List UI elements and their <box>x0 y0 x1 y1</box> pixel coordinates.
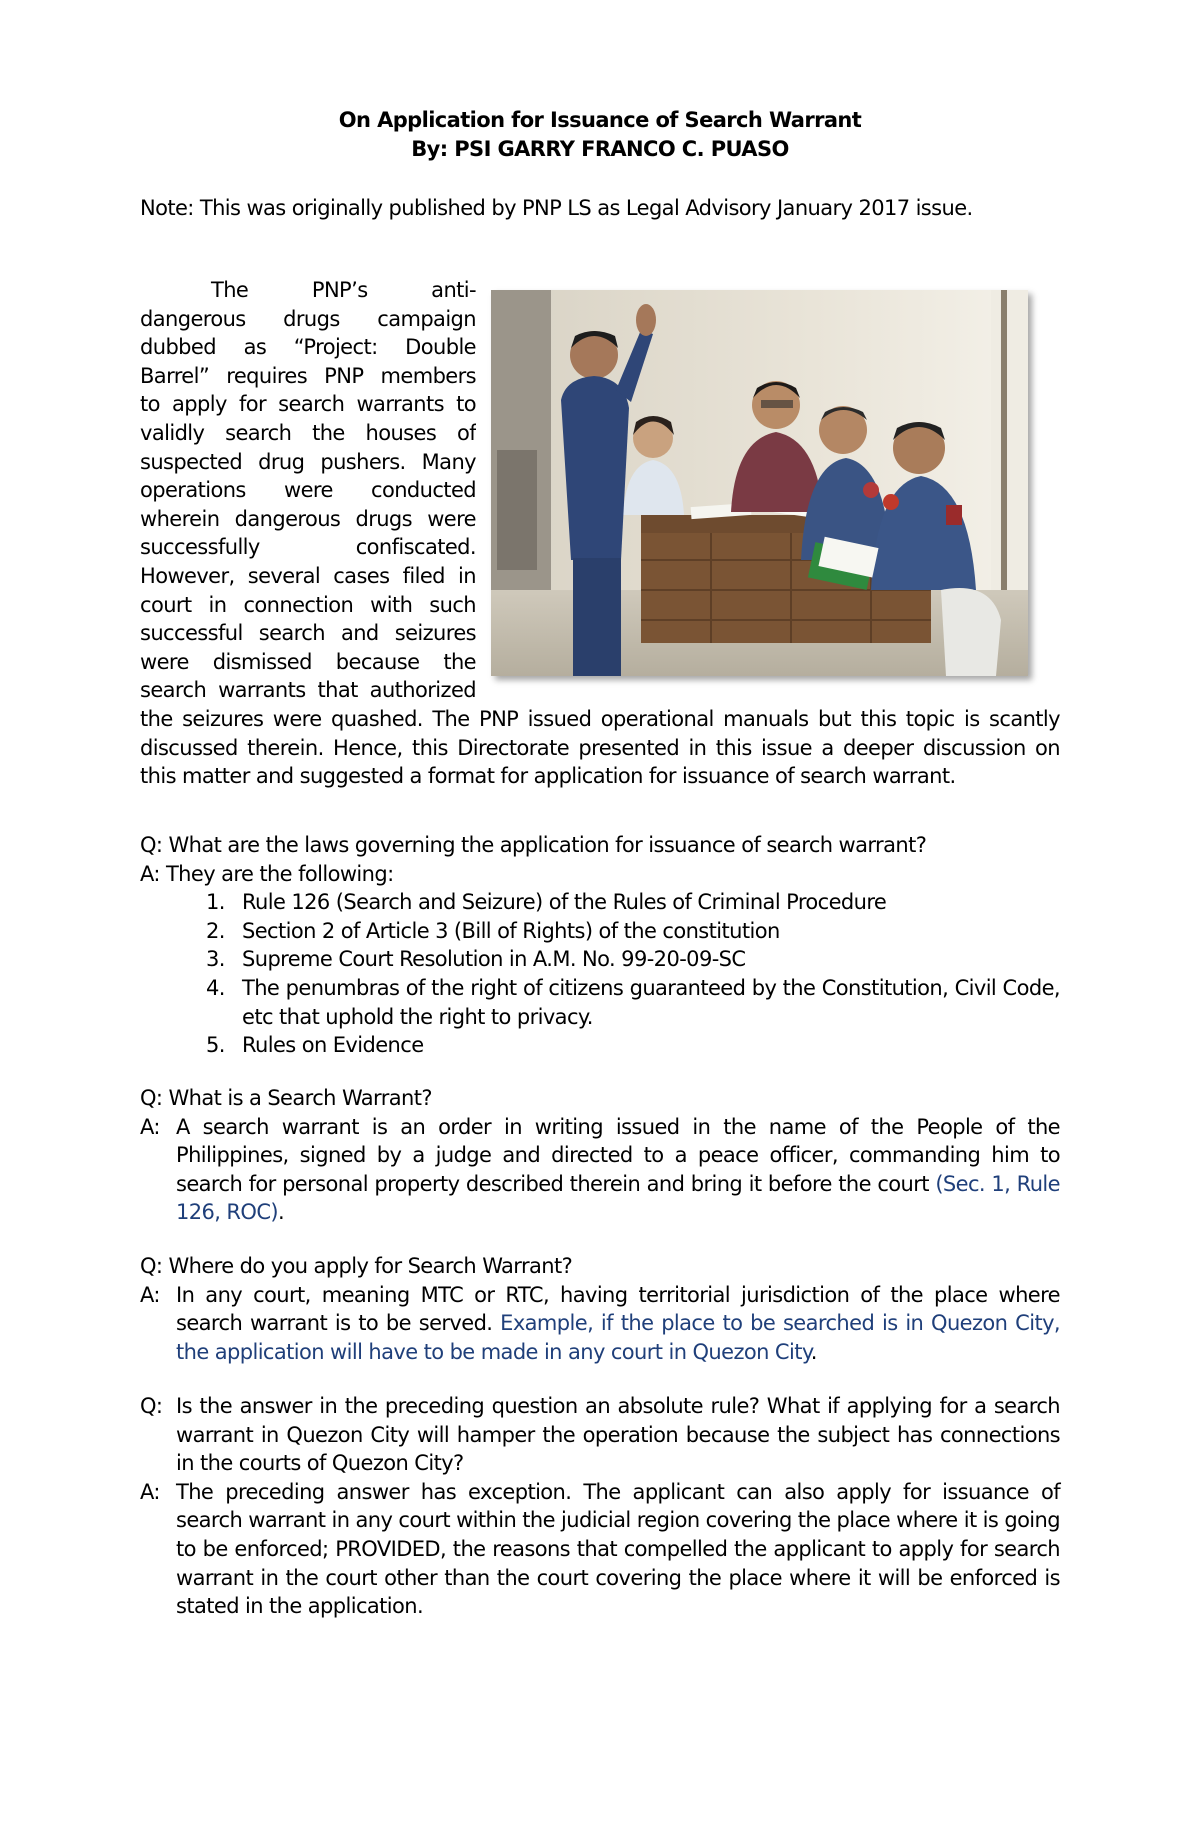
answer-definition <box>176 1113 1060 1227</box>
laws-list <box>140 888 1060 1060</box>
title-block <box>140 106 1060 163</box>
answer-body: In any court, meaning MTC or RTC, having territorial jurisdiction of the place where search warrant is to be served. <box>176 1282 1060 1336</box>
question-prefix: Q: <box>140 1394 163 1418</box>
list-text: Supreme Court Resolution in A.M. No. 99-20-09-SC <box>242 947 746 972</box>
list-number: 2. <box>206 918 225 943</box>
intro-line: operations were conducted <box>140 478 476 503</box>
list-number: 1. <box>206 890 225 915</box>
question-exception: Is the answer in the preceding question an absolute rule? What if applying for a search warrant in Quezon City will hamper the operation because the subject has connections in the courts of Quezon City? <box>176 1394 1060 1476</box>
answer-where-row <box>140 1281 1060 1367</box>
answer-end: . <box>278 1200 285 1225</box>
answer-definition-row <box>140 1113 1060 1227</box>
intro-line: dangerous drugs campaign <box>140 306 476 331</box>
answer-prefix: A: <box>140 1114 160 1139</box>
list-number: 5. <box>206 1033 225 1058</box>
intro-line: were dismissed because the <box>140 649 476 674</box>
intro-line: However, several cases filed in <box>140 563 476 588</box>
intro-line: court in connection with such <box>140 592 476 617</box>
list-number: 3. <box>206 947 225 972</box>
qa-definition <box>140 1084 1060 1227</box>
question-definition: Q: What is a Search Warrant? <box>140 1086 432 1110</box>
answer-exception-row <box>140 1478 1060 1621</box>
answer-prefix: A: <box>140 1282 160 1307</box>
example-text: Example, if the place to be searched is in Quezon City, the application will have to be made in any court in Quezon City <box>176 1311 1060 1364</box>
byline: By: PSI GARRY FRANCO C. PUASO <box>411 136 789 161</box>
hearing-photo <box>491 290 1028 676</box>
intro-wrapped-text <box>140 276 476 705</box>
list-text: Rules on Evidence <box>242 1033 424 1058</box>
question-exception-row <box>140 1392 1060 1478</box>
answer-end: . <box>810 1339 817 1364</box>
intro-line: wherein dangerous drugs were <box>140 506 476 531</box>
answer-where <box>176 1281 1060 1367</box>
list-item <box>206 917 1060 946</box>
intro-line: to apply for search warrants to <box>140 392 476 417</box>
question-laws: Q: What are the laws governing the application for issuance of search warrant? <box>140 833 927 857</box>
list-text: Rule 126 (Search and Seizure) of the Rules of Criminal Procedure <box>242 890 887 915</box>
list-text: Section 2 of Article 3 (Bill of Rights) of the constitution <box>242 918 780 943</box>
answer-exception: The preceding answer has exception. The applicant can also apply for issuance of search warrant in any court within the judicial region covering the place where it is going to be enforced; PROVIDED, the reasons that compelled the applicant to apply for search warrant in the court other than the court covering the place where it will be enforced is stated in the application. <box>176 1479 1060 1619</box>
intro-continuation: the seizures were quashed. The PNP issued operational manuals but this topic is scantly discussed therein. Hence, this Directorate presented in this issue a deeper discussion on this matter and suggested a format for application for issuance of search warrant. <box>140 706 1060 789</box>
page-title: On Application for Issuance of Search Warrant <box>338 108 862 132</box>
intro-line: successfully confiscated. <box>140 535 476 560</box>
publication-note: Note: This was originally published by PNP LS as Legal Advisory January 2017 issue. <box>140 196 973 220</box>
qa-exception <box>140 1392 1060 1621</box>
list-number: 4. <box>206 975 225 1000</box>
answer-laws: A: They are the following: <box>140 861 394 886</box>
intro-line: validly search the houses of <box>140 420 476 445</box>
intro-line: search warrants that authorized <box>140 678 476 703</box>
qa-where <box>140 1252 1060 1366</box>
intro-line: suspected drug pushers. Many <box>140 449 476 474</box>
list-item <box>206 1031 1060 1060</box>
qa-laws <box>140 831 1060 1060</box>
intro-line: Barrel” requires PNP members <box>140 363 476 388</box>
list-item <box>206 945 1060 974</box>
intro-line: dubbed as “Project: Double <box>140 335 476 360</box>
citation: (Sec. 1, Rule 126, ROC) <box>176 1171 1060 1225</box>
answer-body: A search warrant is an order in writing issued in the name of the People of the Philippines, signed by a judge and directed to a peace officer, commanding him to search for personal property described therein and bring it before the court <box>176 1114 1060 1196</box>
question-where: Q: Where do you apply for Search Warrant? <box>140 1254 573 1278</box>
list-item <box>206 888 1060 917</box>
answer-prefix: A: <box>140 1479 160 1504</box>
list-item <box>206 974 1060 1031</box>
list-text: The penumbras of the right of citizens guaranteed by the Constitution, Civil Code, etc that uphold the right to privacy. <box>242 975 1060 1029</box>
intro-line: successful search and seizures <box>140 621 476 646</box>
intro-line: The PNP’s anti- <box>211 278 476 302</box>
